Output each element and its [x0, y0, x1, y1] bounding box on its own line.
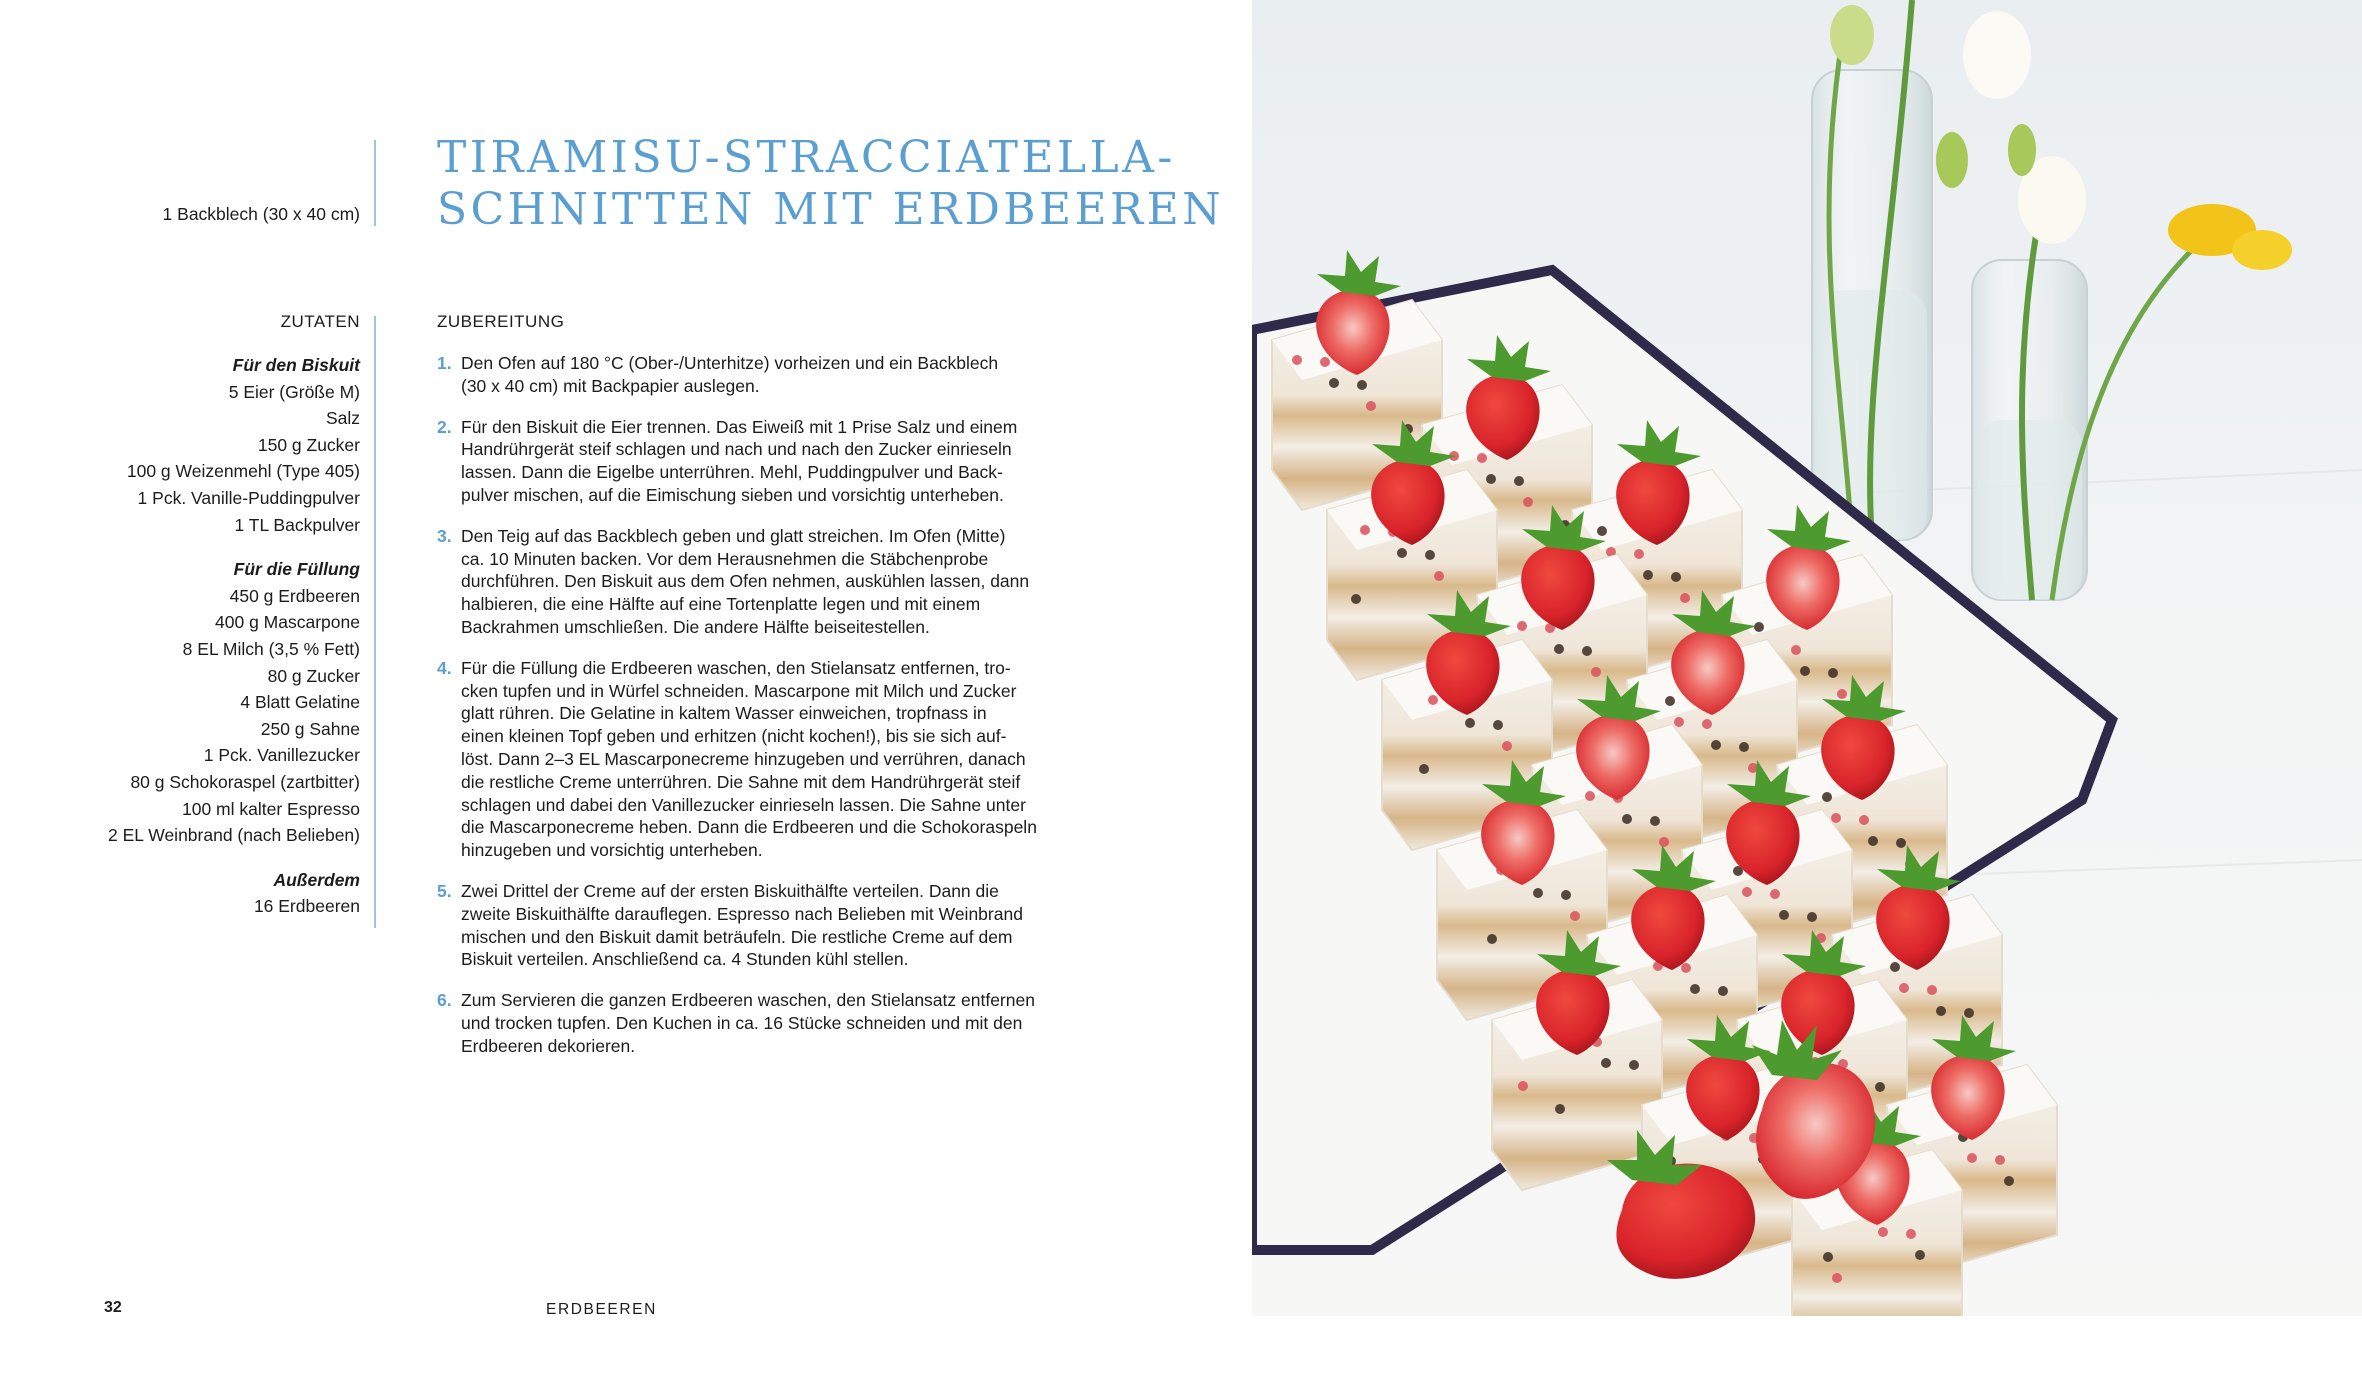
step-text-line: einen kleinen Topf geben und erhitzen (nicht kochen!), bis sie sich auf- [461, 726, 1007, 747]
equipment-note: 1 Backblech (30 x 40 cm) [162, 204, 360, 224]
ingredient-item: 5 Eier (Größe M) [228, 381, 360, 402]
step-text-line: pulver mischen, auf die Eimischung sieben und vorsichtig unterheben. [461, 484, 1004, 505]
ingredient-group [0, 867, 360, 920]
step-text-line: mischen und den Biskuit damit beträufeln. Die restliche Creme auf dem [461, 926, 1013, 947]
ingredient-item: 100 g Weizenmehl (Type 405) [126, 461, 360, 482]
page-number: 32 [104, 1299, 122, 1316]
ingredient-item: 8 EL Milch (3,5 % Fett) [182, 638, 360, 659]
ingredients-heading: ZUTATEN [280, 312, 360, 331]
step-number: 2. [437, 416, 452, 437]
preparation-step [437, 880, 1077, 971]
ingredient-item: 1 Pck. Vanille-Puddingpulver [137, 487, 360, 508]
ingredient-item: 100 ml kalter Espresso [182, 798, 360, 819]
step-text-line: cken tupfen und in Würfel schneiden. Mascarpone mit Milch und Zucker [461, 680, 1017, 701]
preparation-step [437, 657, 1077, 862]
step-text-line: löst. Dann 2–3 EL Mascarponecreme hinzugeben und verrühren, danach [461, 748, 1026, 769]
ingredient-item: 1 Pck. Vanillezucker [203, 745, 360, 766]
step-text-line: Erdbeeren dekorieren. [461, 1035, 636, 1056]
step-text-line: Den Ofen auf 180 °C (Ober-/Unterhitze) vorheizen und ein Backblech [461, 353, 999, 373]
step-text-line: (30 x 40 cm) mit Backpapier auslegen. [461, 375, 760, 396]
ingredient-item: 80 g Schokoraspel (zartbitter) [130, 771, 360, 792]
ingredient-group-label: Außerdem [273, 869, 360, 890]
chapter-name: ERDBEEREN [546, 1301, 657, 1318]
ingredient-item: 1 TL Backpulver [234, 514, 360, 535]
step-text-line: Für die Füllung die Erdbeeren waschen, den Stielansatz entfernen, tro- [461, 657, 1011, 678]
step-text-line: Für den Biskuit die Eier trennen. Das Eiweiß mit 1 Prise Salz und einem [461, 416, 1018, 437]
recipe-title [437, 132, 1224, 236]
step-text-line: Zum Servieren die ganzen Erdbeeren waschen, den Stielansatz entfernen [461, 990, 1035, 1011]
step-text-line: glatt rühren. Die Gelatine in kaltem Wasser einweichen, tropfnass in [461, 703, 987, 724]
ingredient-group-label: Für die Füllung [233, 559, 360, 580]
step-number: 6. [437, 990, 452, 1011]
ingredient-item: 150 g Zucker [257, 434, 360, 455]
step-text-line: Biskuit verteilen. Anschließend ca. 4 Stunden kühl stellen. [461, 949, 909, 970]
step-number: 1. [437, 353, 452, 373]
step-text-line: ca. 10 Minuten backen. Vor dem Herausnehmen die Stäbchenprobe [461, 548, 989, 569]
preparation-steps [437, 352, 1077, 1076]
guide-line-top [374, 140, 376, 226]
step-text-line: und trocken tupfen. Den Kuchen in ca. 16 Stücke schneiden und mit den [461, 1012, 1023, 1033]
step-text-line: Zwei Drittel der Creme auf der ersten Biskuithälfte verteilen. Dann die [461, 880, 999, 901]
step-text-line: die Mascarponecreme heben. Dann die Erdbeeren und die Schokoraspeln [461, 817, 1037, 838]
step-text-line: Handrührgerät steif schlagen und nach und nach den Zucker einrieseln [461, 439, 1012, 460]
step-text-line: Backrahmen umschließen. Die andere Hälfte beiseitestellen. [461, 616, 930, 637]
ingredient-item: Salz [325, 408, 360, 429]
guide-line-ingredients [374, 316, 376, 928]
step-text-line: die restliche Creme unterrühren. Die Sahne mit dem Handrührgerät steif [461, 771, 1021, 792]
preparation-heading: ZUBEREITUNG [437, 312, 565, 331]
preparation-step [437, 352, 1077, 398]
step-text-line: halbieren, die eine Hälfte auf eine Tortenplatte legen und mit einem [461, 594, 981, 615]
ingredient-group [0, 352, 360, 538]
ingredient-item: 450 g Erdbeeren [229, 585, 360, 606]
step-number: 5. [437, 880, 452, 901]
step-number: 4. [437, 657, 452, 678]
recipe-photo [1252, 0, 2362, 1316]
preparation-step [437, 525, 1077, 639]
preparation-step [437, 416, 1077, 507]
photo-bottom-margin [1252, 1316, 2362, 1388]
recipe-title-line2: SCHNITTEN MIT ERDBEEREN [437, 184, 1224, 235]
ingredient-item: 250 g Sahne [260, 718, 360, 739]
ingredient-group [0, 556, 360, 849]
step-number: 3. [437, 525, 452, 546]
ingredient-item: 400 g Mascarpone [215, 612, 360, 633]
ingredient-item: 16 Erdbeeren [253, 896, 360, 917]
ingredient-item: 2 EL Weinbrand (nach Belieben) [108, 825, 360, 846]
step-text-line: zweite Biskuithälfte darauflegen. Espresso nach Belieben mit Weinbrand [461, 903, 1023, 924]
ingredient-item: 80 g Zucker [267, 665, 360, 686]
photo-illustration [1252, 0, 2362, 1316]
step-text-line: Den Teig auf das Backblech geben und glatt streichen. Im Ofen (Mitte) [461, 525, 1006, 546]
ingredient-item: 4 Blatt Gelatine [240, 692, 360, 713]
step-text-line: lassen. Dann die Eigelbe unterrühren. Mehl, Puddingpulver und Back- [461, 462, 1003, 483]
ingredients-list [0, 352, 360, 938]
preparation-step [437, 989, 1077, 1057]
step-text-line: hinzugeben und vorsichtig unterheben. [461, 840, 763, 861]
step-text-line: durchführen. Den Biskuit aus dem Ofen nehmen, auskühlen lassen, dann [461, 571, 1030, 592]
step-text-line: schlagen und dabei den Vanillezucker einrieseln lassen. Die Sahne unter [461, 794, 1026, 815]
recipe-title-line1: TIRAMISU-STRACCIATELLA- [437, 132, 1176, 183]
ingredient-group-label: Für den Biskuit [232, 355, 360, 375]
